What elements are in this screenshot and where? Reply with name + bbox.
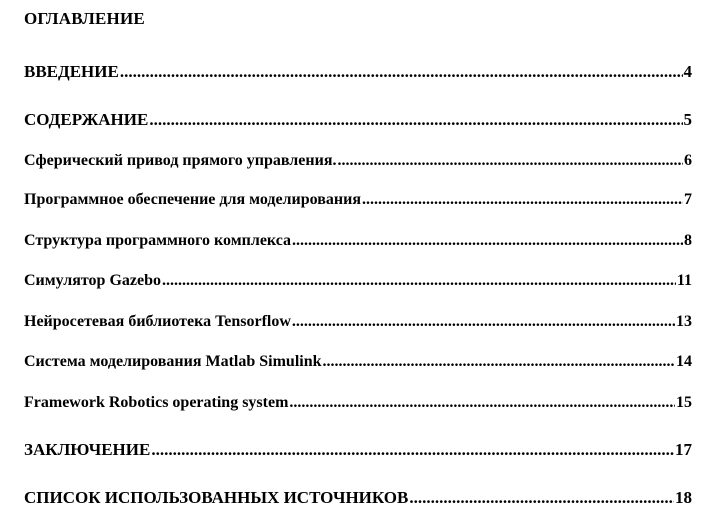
toc-entry-page: 14 bbox=[676, 353, 692, 370]
toc-entry-software-structure bbox=[24, 231, 692, 251]
toc-entry-text: ЗАКЛЮЧЕНИЕ bbox=[24, 440, 151, 459]
toc-entry-page: 6 bbox=[684, 152, 692, 169]
toc-leader-dots bbox=[289, 393, 675, 413]
toc-entry-text: СОДЕРЖАНИЕ bbox=[24, 110, 149, 129]
toc-entry-page: 11 bbox=[676, 272, 692, 289]
toc-entry-contents bbox=[24, 110, 692, 130]
toc-entry-page: 5 bbox=[683, 110, 692, 129]
toc-entry-page: 18 bbox=[675, 488, 692, 507]
toc-entry-text: Framework Robotics operating system bbox=[24, 394, 289, 411]
toc-leader-dots bbox=[292, 312, 675, 332]
toc-leader-dots bbox=[337, 151, 683, 171]
toc-entry-ros bbox=[24, 393, 692, 413]
toc-entry-text: Нейросетевая библиотека Tensorflow bbox=[24, 313, 291, 330]
table-of-contents bbox=[24, 0, 692, 519]
toc-entry-page: 7 bbox=[684, 191, 692, 208]
toc-entry-text: Программное обеспечение для моделирования bbox=[24, 191, 361, 208]
toc-title: ОГЛАВЛЕНИЕ bbox=[24, 9, 145, 28]
toc-leader-dots bbox=[149, 110, 682, 130]
toc-entry-modeling-software bbox=[24, 190, 692, 210]
toc-entry-page: 17 bbox=[675, 440, 692, 459]
toc-entry-matlab-simulink bbox=[24, 352, 692, 372]
toc-entry-page: 15 bbox=[676, 394, 692, 411]
toc-leader-dots bbox=[362, 190, 683, 210]
toc-entry-introduction bbox=[24, 62, 692, 82]
toc-leader-dots bbox=[409, 488, 674, 508]
toc-leader-dots bbox=[120, 62, 683, 82]
toc-entry-tensorflow bbox=[24, 312, 692, 332]
toc-leader-dots bbox=[292, 231, 683, 251]
toc-entry-text: ВВЕДЕНИЕ bbox=[24, 62, 119, 81]
toc-entry-text: Система моделирования Matlab Simulink bbox=[24, 353, 322, 370]
toc-entry-text: Сферический привод прямого управления. bbox=[24, 152, 337, 169]
toc-entry-page: 8 bbox=[684, 232, 692, 249]
toc-leader-dots bbox=[151, 440, 674, 460]
toc-entry-references bbox=[24, 488, 692, 508]
toc-entry-page: 13 bbox=[676, 313, 692, 330]
toc-entry-text: СПИСОК ИСПОЛЬЗОВАННЫХ ИСТОЧНИКОВ bbox=[24, 488, 409, 507]
toc-entry-conclusion bbox=[24, 440, 692, 460]
toc-entry-page: 4 bbox=[683, 62, 692, 81]
toc-leader-dots bbox=[162, 271, 676, 291]
toc-entry-gazebo bbox=[24, 271, 692, 291]
toc-entry-text: Симулятор Gazebo bbox=[24, 272, 161, 289]
toc-entry-spherical-drive bbox=[24, 151, 692, 171]
toc-leader-dots bbox=[323, 352, 675, 372]
toc-entry-text: Структура программного комплекса bbox=[24, 232, 292, 249]
